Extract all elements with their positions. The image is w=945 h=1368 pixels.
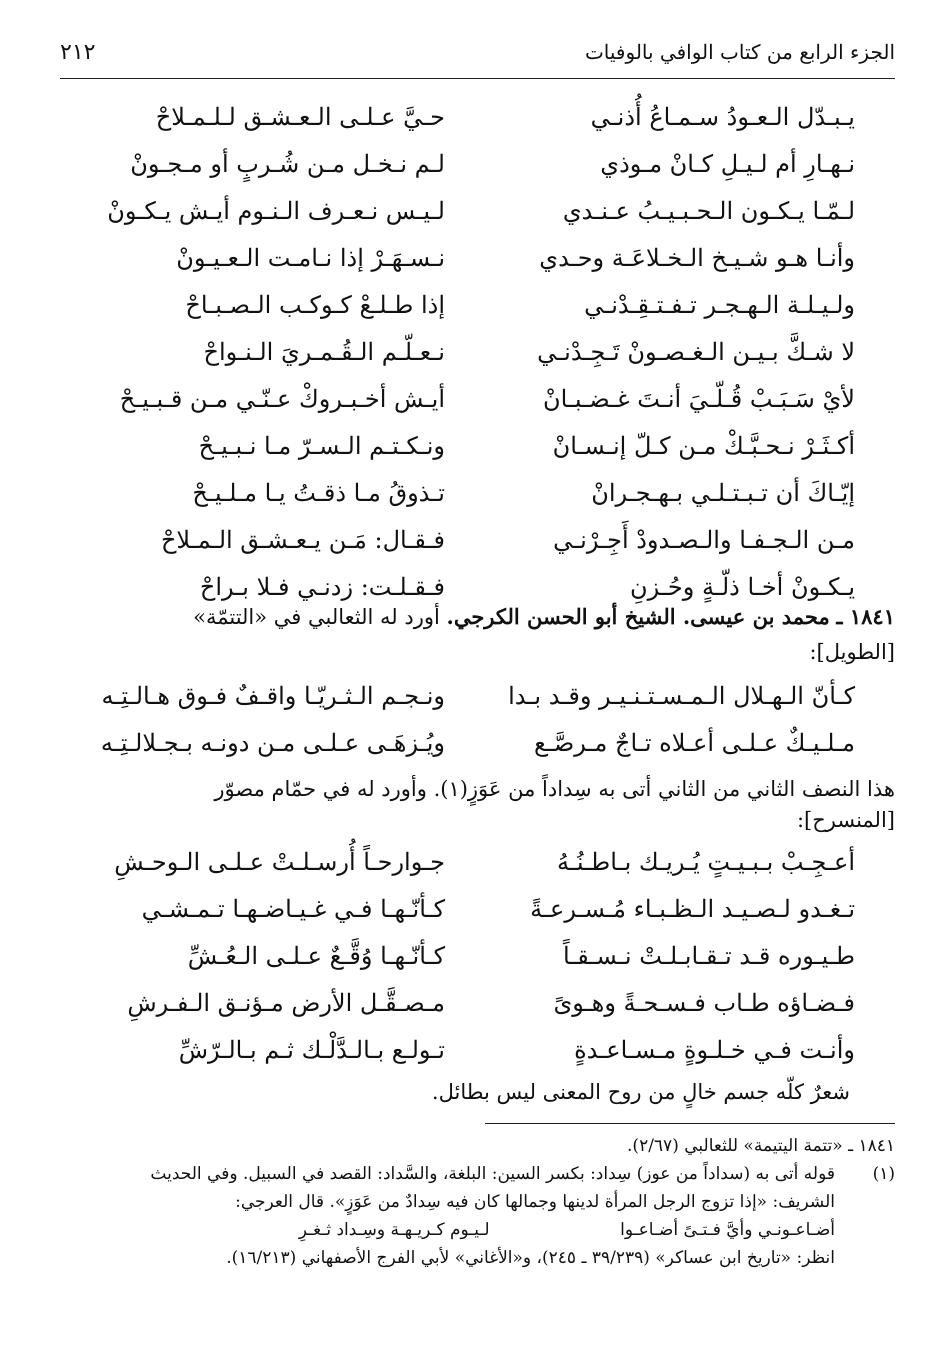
footnote-1 xyxy=(60,1160,895,1272)
verse-second-hemistich: ونـكـتـم الـسـرّ مـا نـبـيـحْ xyxy=(198,432,445,460)
verse-line xyxy=(95,432,855,480)
verse-second-hemistich: كـأنّـهـا وُقَّـعٌ عـلـى الـعُـشِّ xyxy=(187,942,445,970)
closing-remark: شعرٌ كلّه جسم خالٍ من روح المعنى ليس بطائل. xyxy=(431,1080,850,1104)
verse-line xyxy=(95,291,855,339)
meter-label: [الطويل]: xyxy=(809,640,895,664)
footnote-rule xyxy=(485,1123,895,1124)
verse-second-hemistich: أيـش أخـبـروكْ عـنّـي مـن قـبـيـحْ xyxy=(119,385,445,413)
verse-second-hemistich: إذا طـلـعْ كـوكـب الـصـبـاحْ xyxy=(185,291,445,319)
verse-second-hemistich: نـعـلّـم الـقُـمـريَ الـنـواحْ xyxy=(203,338,445,366)
verse-second-hemistich: مـصـقَّـل الأرض مـؤنـق الـفـرشِ xyxy=(127,989,445,1017)
verse-line xyxy=(95,150,855,198)
verse-second-hemistich: ويُـزهَـى عـلـى مـن دونـه بـجـلالـتِـه xyxy=(100,729,445,757)
biography-entry xyxy=(60,604,895,629)
verse-first-hemistich: وأنـت فـي خـلـوةٍ مـسـاعـدةٍ xyxy=(574,1036,855,1064)
entry-number: ١٨٤١ ـ xyxy=(836,604,895,629)
footnote-verse xyxy=(60,1216,835,1244)
verse-second-hemistich: نـسـهَـرْ إذا نـامـت الـعـيـونْ xyxy=(176,244,445,272)
verse-first-hemistich: لا شـكَّ بـيـن الـغـصـونْ تَـجِـدْنـي xyxy=(537,338,855,366)
verse-line xyxy=(95,1036,855,1084)
verse-line xyxy=(95,338,855,386)
verse-first-hemistich: لأيْ سَـبَـبْ قُـلّـيَ أنـتَ غـضـبـانْ xyxy=(542,385,855,413)
verse-second-hemistich: حـيَّ عـلـى الـعـشـق لـلـمـلاحْ xyxy=(155,103,445,131)
verse-first-hemistich: لـمّـا يـكـون الـحـبـيـبُ عـنـدي xyxy=(562,197,855,225)
verse-second-hemistich: لـيـس نـعـرف الـنـوم أيـش يـكـونْ xyxy=(107,197,445,225)
entry-name: محمد بن عيسى. الشيخ أبو الحسن الكرجي. xyxy=(446,604,830,629)
verse-first-hemistich: ولـيـلـة الـهـجـر تـفـتـقِـدْنـي xyxy=(584,291,855,319)
verse-line xyxy=(95,526,855,574)
verse-line xyxy=(95,989,855,1037)
meter-label: [المنسرح]: xyxy=(796,808,895,832)
verse-first-hemistich: تـغـدو لـصـيـد الـظـبـاء مُـسـرعـةً xyxy=(530,895,855,923)
verse-second-hemistich: كـأنّـهـا فـي غـيـاضـهـا تـمـشـي xyxy=(141,895,445,923)
verse-second-hemistich: ونـجـم الـثـريّـا واقـفٌ فـوق هـالـتِـه xyxy=(101,682,445,710)
verse-second-hemistich: فـقـلـت: زدنـي فـلا بـراحْ xyxy=(199,573,445,601)
verse-line xyxy=(95,479,855,527)
verse-first-hemistich: أعـجِـبْ بـبـيـتٍ يُـريـك بـاطـنُـهُ xyxy=(556,848,855,876)
verse-first-hemistich: وأنـا هـو شـيـخ الـخـلاعَـة وحـدي xyxy=(539,244,855,272)
verse-first-hemistich: نـهـارِ أم لـيـلِ كـانْ مـوذي xyxy=(600,150,855,178)
footnote-text: انظر: «تاريخ ابن عساكر» (٣٩/٢٣٩ ـ ٢٤٥)، و«الأغاني» لأبي الفرج الأصفهاني (١٦/٢١٣). xyxy=(226,1248,835,1268)
prose-line: هذا النصف الثاني من الثاني أتى به سِداداً من عَوَزٍ(١). وأورد له في حمّام مصوّر xyxy=(214,777,895,801)
footnote-reference: ١٨٤١ ـ «تتمة اليتيمة» للثعالبي (٢/٦٧). xyxy=(627,1136,895,1156)
verse-line xyxy=(95,895,855,943)
verse-line xyxy=(95,197,855,245)
running-header xyxy=(60,36,895,79)
footnotes xyxy=(60,1132,895,1272)
footnote-text: الشريف: «إذا تزوج الرجل المرأة لدينها وجمالها كان فيه سِدادٌ من عَوَزٍ». قال العرجي: xyxy=(235,1192,835,1212)
verse-second-hemistich: جـوارحـاً أُرسـلـتْ عـلـى الـوحـشِ xyxy=(114,848,445,876)
running-title: الجزء الرابع من كتاب الوافي بالوفيات xyxy=(584,40,895,64)
verse-first-hemistich: طـيـوره قـد تـقـابـلـتْ نـسـقـاً xyxy=(562,942,855,970)
verse-line xyxy=(95,385,855,433)
verse-first-hemistich: كـأنّ الـهـلال الـمـسـتـنـيـر وقـد بـدا xyxy=(508,682,855,710)
verse-line xyxy=(95,103,855,151)
verse-second-hemistich: تـذوقُ مـا ذقـتُ يـا مـلـيـحْ xyxy=(192,479,445,507)
footnote-verse-second: لـيـوم كـريـهـة وسِـداد ثـغـرِ xyxy=(298,1220,490,1240)
verse-first-hemistich: إيّـاكَ أن تـبـتـلـي بـهـجـرانْ xyxy=(591,479,855,507)
verse-line xyxy=(95,244,855,292)
footnote-text: قوله أتى به (سداداً من عوز) سِداد: بكسر السين: البلغة، والسَّداد: القصد في السبيل. وفي الحديث xyxy=(150,1164,835,1184)
verse-line xyxy=(95,848,855,896)
verse-line xyxy=(95,682,855,730)
verse-first-hemistich: أكـثَـرْ نـحـبَّـكْ مـن كـلّ إنـسـانْ xyxy=(552,432,855,460)
verse-second-hemistich: لـم نـخـل مـن شُـربٍ أو مـجـونْ xyxy=(130,150,445,178)
entry-text: أورد له الثعالبي في «التتمّة» xyxy=(193,605,440,629)
verse-first-hemistich: يـبـدّل الـعـودُ سـمـاعُ أُذنـي xyxy=(590,103,855,131)
footnote-number: (١) xyxy=(872,1164,895,1184)
verse-line xyxy=(95,729,855,777)
page-number: ٢١٢ xyxy=(60,40,96,65)
verse-second-hemistich: فـقـال: مَـن يـعـشـق الـمـلاحْ xyxy=(160,526,445,554)
verse-first-hemistich: مـن الـجـفـا والـصـدودْ أَجِـرْنـي xyxy=(553,526,855,554)
verse-first-hemistich: فـضـاؤه طـاب فـسـحـةً وهـوىً xyxy=(553,989,855,1017)
verse-line xyxy=(95,942,855,990)
verse-second-hemistich: تـولـع بـالـدَّلْـك ثـم بـالـرّشِّ xyxy=(178,1036,445,1064)
footnote-verse-first: أضـاعـونـي وأيَّ فـتـىً أضـاعـوا xyxy=(620,1220,835,1240)
verse-first-hemistich: يـكـونْ أخـا ذلّـةٍ وحُـزنِ xyxy=(630,573,855,601)
verse-first-hemistich: مـلـيـكٌ عـلـى أعـلاه تـاجٌ مـرصَّـع xyxy=(534,729,855,757)
